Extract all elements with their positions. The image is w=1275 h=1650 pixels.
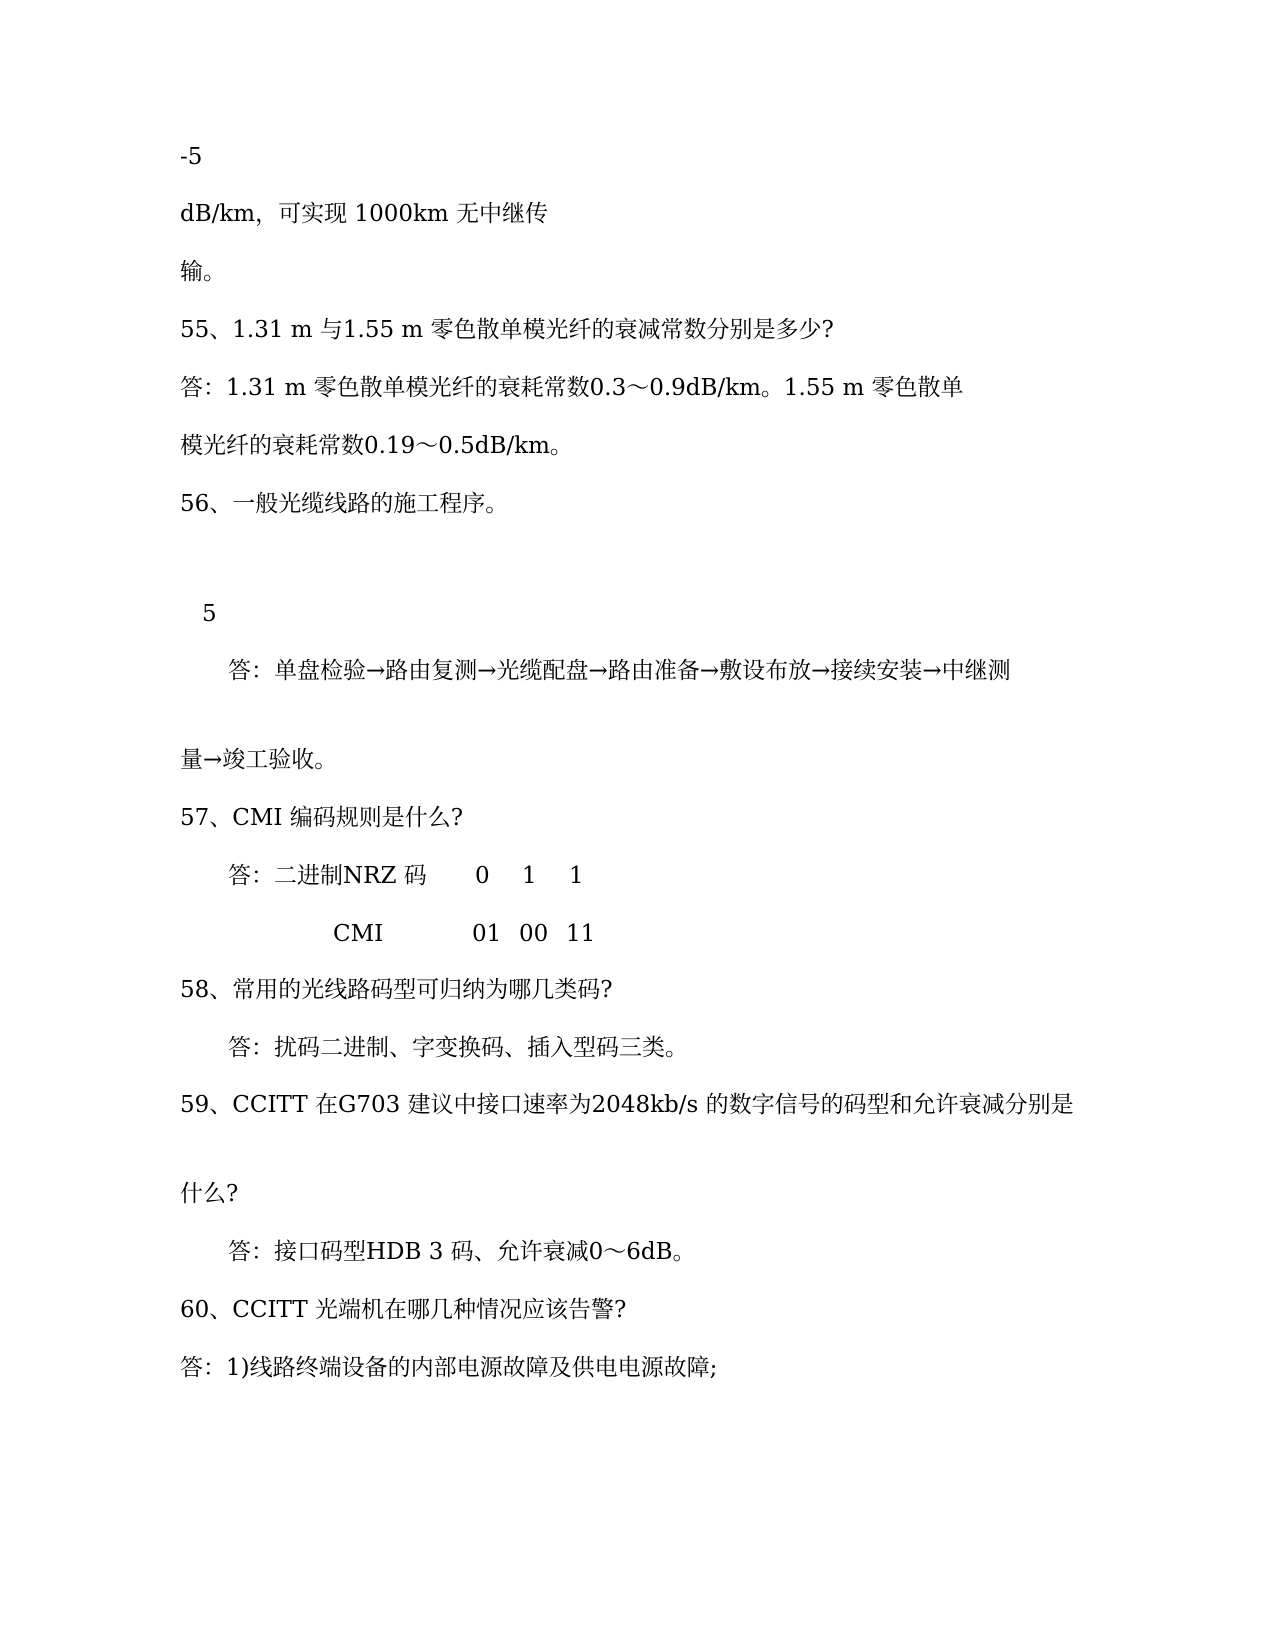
page-number: 5 <box>202 601 217 627</box>
cmi-table-row1-value: 1 <box>569 863 584 889</box>
question-60: 60、CCITT 光端机在哪几种情况应该告警? <box>180 1297 627 1323</box>
question-59: 59、CCITT 在G703 建议中接口速率为2048kb/s 的数字信号的码型和允许衰减分别是 <box>180 1092 1074 1118</box>
cmi-table-row1-value: 1 <box>522 863 537 889</box>
question-58: 58、常用的光线路码型可归纳为哪几类码? <box>180 977 613 1003</box>
cmi-table-row1-label: 答：二进制NRZ 码 <box>228 863 427 889</box>
cmi-table-row1-value: 0 <box>475 863 490 889</box>
answer-59: 答：接口码型HDB 3 码、允许衰减0～6dB。 <box>228 1239 696 1265</box>
answer-56: 答：单盘检验→路由复测→光缆配盘→路由准备→敷设布放→接续安装→中继测 <box>228 658 1011 684</box>
answer-56-continued: 量→竣工验收。 <box>180 747 338 773</box>
cmi-table-row2-value: 11 <box>566 921 596 947</box>
cmi-table-row2-value: 00 <box>519 921 549 947</box>
answer-55: 答：1.31 m 零色散单模光纤的衰耗常数0.3～0.9dB/km。1.55 m 零色散单 <box>180 375 964 401</box>
answer-55-continued: 模光纤的衰耗常数0.19～0.5dB/km。 <box>180 433 573 459</box>
cmi-table-row2-value: 01 <box>472 921 502 947</box>
question-55: 55、1.31 m 与1.55 m 零色散单模光纤的衰减常数分别是多少? <box>180 317 834 343</box>
question-56: 56、一般光缆线路的施工程序。 <box>180 491 509 517</box>
cmi-table-row2-label: CMI <box>333 921 384 947</box>
text-line: -5 <box>180 144 203 170</box>
text-line: 输。 <box>180 259 226 285</box>
question-59-continued: 什么? <box>180 1181 239 1207</box>
answer-58: 答：扰码二进制、字变换码、插入型码三类。 <box>228 1035 688 1061</box>
answer-60: 答：1)线路终端设备的内部电源故障及供电电源故障; <box>180 1355 718 1381</box>
text-line: dB/km，可实现 1000km 无中继传 <box>180 201 549 227</box>
question-57: 57、CMI 编码规则是什么? <box>180 805 464 831</box>
